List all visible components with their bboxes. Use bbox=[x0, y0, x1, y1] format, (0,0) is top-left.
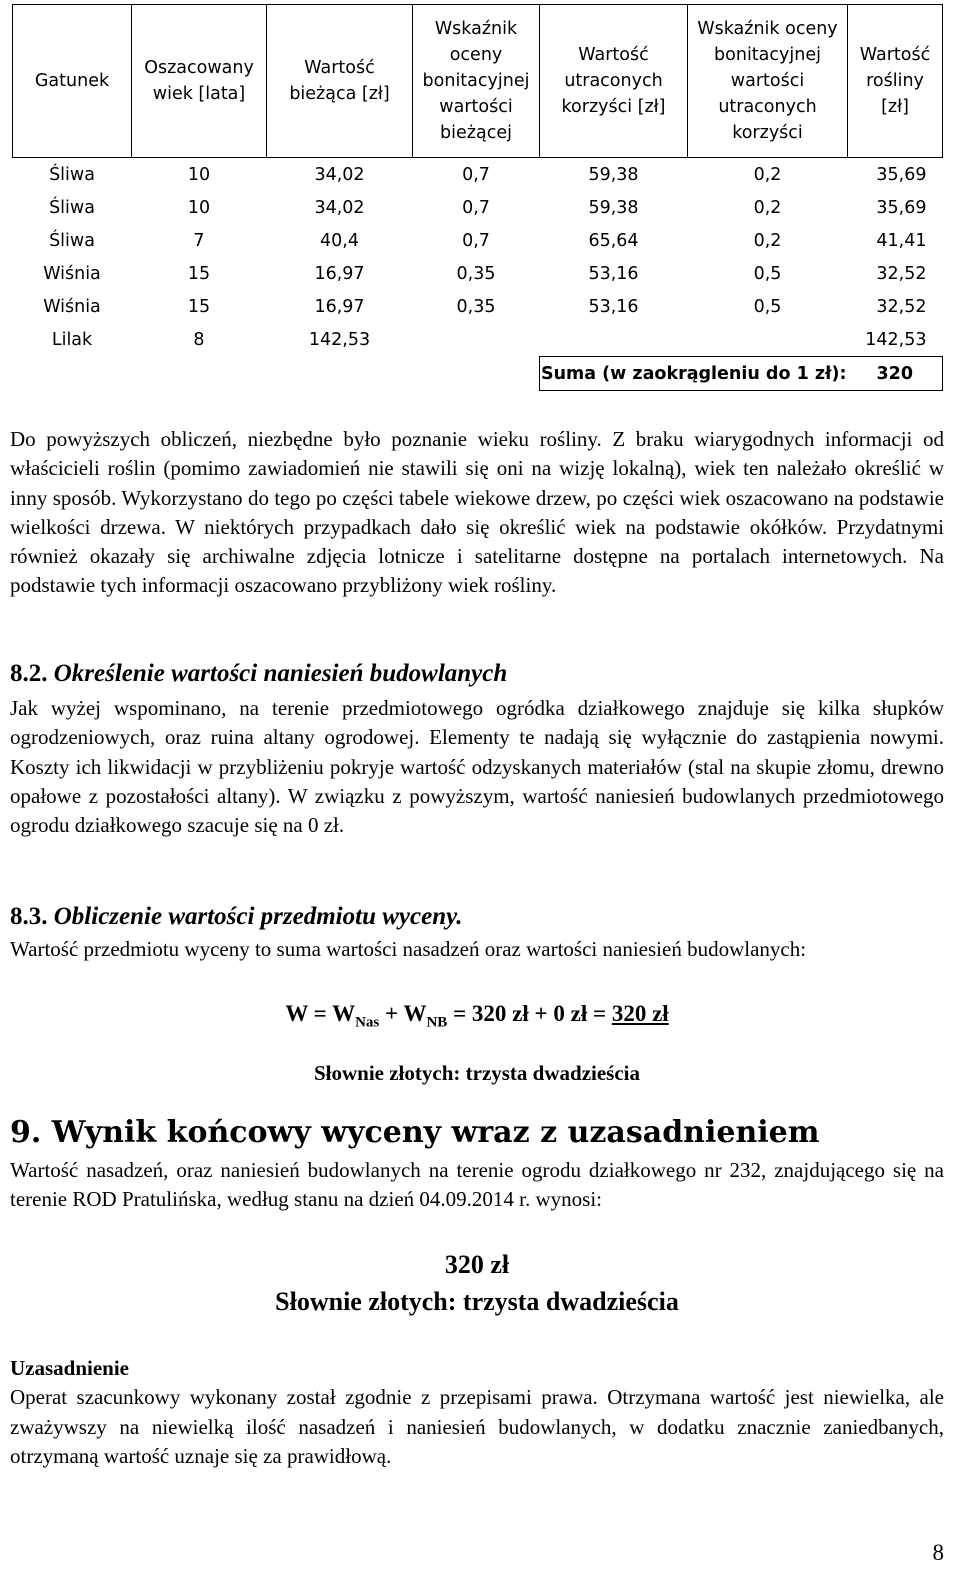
formula-sub-nb: NB bbox=[426, 1014, 448, 1031]
cell-plant-value: 32,52 bbox=[876, 263, 927, 284]
section-9-text: Wartość nasadzeń, oraz naniesień budowlanych na terenie ogrodu działkowego nr 232, znajdującego się na terenie ROD Pratulińska, według stanu na dzień 04.09.2014 r. wynosi: bbox=[10, 1158, 944, 1212]
section-9-heading: 9. Wynik końcowy wyceny wraz z uzasadnieniem bbox=[10, 1115, 820, 1150]
table-row bbox=[13, 191, 943, 224]
col-header-lost-benefits: Wartość utraconych korzyści [zł] bbox=[540, 5, 688, 158]
cell-lost-index: 0,5 bbox=[753, 263, 782, 284]
section-8-2-title: Określenie wartości naniesień budowlanych bbox=[53, 660, 508, 687]
formula-plus: + W bbox=[379, 1001, 427, 1026]
cell-current-value: 34,02 bbox=[314, 197, 365, 218]
table-row bbox=[13, 323, 943, 357]
section-8-3-heading bbox=[10, 903, 944, 931]
table-row bbox=[13, 257, 943, 290]
table-row bbox=[13, 224, 943, 257]
page-number: 8 bbox=[932, 1540, 944, 1565]
age-explanation-text: Do powyższych obliczeń, niezbędne było poznanie wieku rośliny. Z braku wiarygodnych informacji od właścicieli roślin (pomimo zawiadomień nie stawili się oni na wizję lokalną), wiek ten należało określić w inny sposób. Wykorzystano do tego po części tabele wiekowe drzew, po części wiek oszacowano na podstawie wielkości drzewa. W niektórych przypadkach dało się określić wiek na podstawie okółków. Przydatnymi również okazały się archiwalne zdjęcia lotnicze i satelitarne dostępne na portalach internetowych. Na podstawie tych informacji oszacowano przybliżony wiek rośliny. bbox=[10, 427, 944, 598]
col-header-lost-index: Wskaźnik oceny bonitacyjnej wartości utraconych korzyści bbox=[688, 5, 848, 158]
cell-current-value: 40,4 bbox=[320, 230, 359, 251]
section-8-2-text: Jak wyżej wspominano, na terenie przedmiotowego ogródka działkowego znajduje się kilka słupków ogrodzeniowych, oraz ruina altany ogrodowej. Elementy te nadają się wyłącznie do zastąpienia nowymi. Koszty ich likwidacji w przybliżeniu pokryje wartość odzyskanych materiałów (stal na skupie złomu, drewno opałowe z pozostałości altany). W związku z powyższym, wartość naniesień budowlanych przedmiotowego ogrodu działkowego szacuje się na 0 zł. bbox=[10, 696, 944, 838]
cell-plant-value: 142,53 bbox=[865, 329, 927, 350]
cell-lost-benefits: 53,16 bbox=[588, 296, 639, 317]
cell-age: 15 bbox=[187, 296, 211, 317]
section-8-3-words: Słownie złotych: trzysta dwadzieścia bbox=[313, 1061, 641, 1085]
section-9 bbox=[10, 1115, 944, 1215]
col-header-plant-value: Wartość rośliny [zł] bbox=[848, 5, 943, 158]
justification-heading: Uzasadnienie bbox=[10, 1356, 130, 1380]
cell-lost-benefits: 59,38 bbox=[588, 164, 639, 185]
cell-lost-benefits bbox=[540, 323, 688, 357]
cell-current-index: 0,35 bbox=[456, 296, 496, 317]
sum-value: 320 bbox=[848, 357, 943, 391]
section-8-2-number: 8.2. bbox=[10, 660, 48, 687]
cell-lost-index: 0,2 bbox=[753, 230, 782, 251]
col-header-species: Gatunek bbox=[13, 5, 132, 158]
cell-plant-value: 32,52 bbox=[876, 296, 927, 317]
col-header-current-index: Wskaźnik oceny bonitacyjnej wartości bieżącej bbox=[413, 5, 540, 158]
cell-current-value: 142,53 bbox=[308, 329, 371, 350]
formula-rest: = 320 zł + 0 zł = bbox=[447, 1001, 612, 1026]
cell-species: Wiśnia bbox=[43, 296, 101, 317]
cell-lost-benefits: 53,16 bbox=[588, 263, 639, 284]
section-8-3-number: 8.3. bbox=[10, 903, 48, 930]
cell-current-value: 16,97 bbox=[314, 296, 365, 317]
section-8-3 bbox=[10, 903, 944, 964]
cell-lost-index: 0,5 bbox=[753, 296, 782, 317]
section-8-2-heading bbox=[10, 660, 944, 688]
col-header-age: Oszacowany wiek [lata] bbox=[132, 5, 267, 158]
table-row bbox=[13, 158, 943, 192]
col-header-current-value: Wartość bieżąca [zł] bbox=[267, 5, 413, 158]
cell-age: 8 bbox=[193, 329, 205, 350]
cell-current-value: 34,02 bbox=[314, 164, 365, 185]
value-formula bbox=[10, 1001, 944, 1032]
cell-species: Śliwa bbox=[49, 230, 95, 251]
section-8-2 bbox=[10, 660, 944, 840]
section-8-3-title: Obliczenie wartości przedmiotu wyceny. bbox=[53, 903, 463, 930]
cell-current-index: 0,35 bbox=[456, 263, 496, 284]
cell-current-value: 16,97 bbox=[314, 263, 365, 284]
cell-age: 10 bbox=[187, 164, 211, 185]
sum-spacer bbox=[13, 357, 540, 391]
cell-current-index: 0,7 bbox=[462, 164, 490, 185]
cell-species: Wiśnia bbox=[43, 263, 101, 284]
sum-label: Suma (w zaokrągleniu do 1 zł): bbox=[540, 357, 848, 391]
table-header-row bbox=[13, 5, 943, 158]
cell-species: Śliwa bbox=[49, 164, 95, 185]
cell-plant-value: 35,69 bbox=[876, 164, 927, 185]
sum-row bbox=[13, 357, 943, 391]
formula-result: 320 zł bbox=[611, 1001, 669, 1026]
section-8-3-text: Wartość przedmiotu wyceny to suma wartości nasadzeń oraz wartości naniesień budowlanych: bbox=[10, 937, 807, 961]
cell-species: Śliwa bbox=[49, 197, 95, 218]
final-amount-words: Słownie złotych: trzysta dwadzieścia bbox=[275, 1287, 679, 1316]
cell-lost-benefits: 59,38 bbox=[588, 197, 639, 218]
cell-current-index bbox=[413, 323, 540, 357]
cell-species: Lilak bbox=[51, 329, 93, 350]
cell-lost-index: 0,2 bbox=[753, 164, 782, 185]
cell-lost-index: 0,2 bbox=[753, 197, 782, 218]
cell-lost-index bbox=[688, 323, 848, 357]
valuation-table bbox=[12, 4, 943, 391]
cell-current-index: 0,7 bbox=[462, 230, 490, 251]
table-row bbox=[13, 290, 943, 323]
justification-text: Operat szacunkowy wykonany został zgodnie z przepisami prawa. Otrzymana wartość jest niewielka, ale zważywszy na niewielką ilość nasadzeń i naniesień budowlanych, w dodatku znacznie zaniedbanych, otrzymaną wartość uznaje się za prawidłową. bbox=[10, 1385, 944, 1468]
cell-age: 15 bbox=[187, 263, 211, 284]
formula-sub-nas: Nas bbox=[355, 1014, 380, 1031]
age-explanation bbox=[10, 425, 944, 601]
cell-lost-benefits: 65,64 bbox=[588, 230, 639, 251]
formula-lhs: W = W bbox=[285, 1001, 356, 1026]
cell-age: 10 bbox=[187, 197, 211, 218]
cell-age: 7 bbox=[193, 230, 205, 251]
final-amount: 320 zł bbox=[444, 1250, 510, 1279]
cell-current-index: 0,7 bbox=[462, 197, 490, 218]
justification bbox=[10, 1354, 944, 1471]
cell-plant-value: 35,69 bbox=[876, 197, 927, 218]
cell-plant-value: 41,41 bbox=[876, 230, 927, 251]
